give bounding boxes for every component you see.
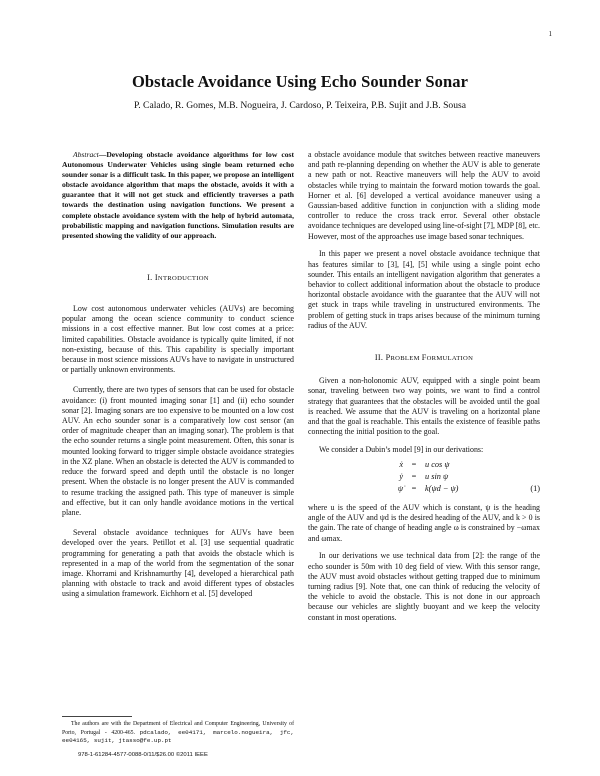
abstract-label: Abstract xyxy=(73,150,99,159)
equation-row xyxy=(308,459,540,471)
section-initial: I xyxy=(154,272,158,282)
right-column xyxy=(308,150,540,630)
equation-lhs: ẋ xyxy=(399,459,403,469)
equation-row xyxy=(308,471,540,483)
left-column xyxy=(62,150,294,610)
equation-operator: = xyxy=(411,459,417,469)
equation-row xyxy=(308,483,540,495)
equation-rhs: k(ψd − ψ) xyxy=(425,483,459,493)
equation-rhs: u sin ψ xyxy=(425,471,449,481)
footnote xyxy=(62,721,294,746)
paragraph: a obstacle avoidance module that switches between reactive maneuvers and path re-planning depending on whether the AUV is able to generate a new path or not. Reactive maneuvers will help the AUV to avoid obstacles while trying to maintain the forward motion towards the goal. Horner et al. [6] developed a vertical avoidance maneuver using a Gaussian-based additive function in conjunction with a sliding mode controller to reduce the cross track error. Several other obstacle avoidance techniques are developed using line-of-sight [7], MDP [8], etc. However, most of the approaches use image based sonar techniques. xyxy=(308,150,540,241)
page-number: 1 xyxy=(548,30,552,38)
copyright-line: 978-1-61284-4577-0088-0/11/$26.00 ©2011 IEEE xyxy=(78,752,208,758)
paragraph: Given a non-holonomic AUV, equipped with a single point beam sonar, traveling between two way points, we want to find a control strategy that guarantees that the obstacles will be avoided until the goal is reached. We assume that the AUV is traveling on a horizontal plane and that the goal is reachable. This entails the existence of feasible paths connecting the initial position to the goal. xyxy=(308,376,540,437)
footnote-rule xyxy=(62,716,132,717)
equation-operator: = xyxy=(411,483,417,493)
section-heading-introduction xyxy=(62,273,294,284)
equation-lhs: ẏ xyxy=(399,471,403,481)
equation-number: (1) xyxy=(530,483,540,493)
author-list: P. Calado, R. Gomes, M.B. Nogueira, J. Cardoso, P. Teixeira, P.B. Sujit and J.B. Sousa xyxy=(133,100,466,111)
equation-lhs: ψ̇ xyxy=(397,483,403,493)
paragraph: In our derivations we use technical data from [2]: the range of the echo sounder is 50m with 10 deg field of view. With this sensor range, the AUV must avoid obstacles without getting trapped due to minimum turning radius [9]. Note that, one can think of reducing the velocity of the vehicle to avoid the obstacle. This is not done in our approach because our vehicles are slightly buoyant and we keep the velocity constant in most operations. xyxy=(308,551,540,622)
paragraph: Several obstacle avoidance techniques for AUVs have been developed over the years. Petillot et al. [3] use sequential quadratic programming for generating a path that avoids the obstacle which is represented in a map of the world from the segmentation of the sonar image. Khorrami and Krishnamurthy [4], developed a hierarchical path planning with obstacle to track and avoid different types of obstacles using a simulation framework. Eichhorn et al. [5] developed xyxy=(62,528,294,599)
equation-operator: = xyxy=(411,471,417,481)
abstract-text: —Developing obstacle avoidance algorithms for low cost Autonomous Underwater Vehicles using single beam returned echo sounder sonar is a difficult task. In this paper, we propose an intelligent obstacle avoidance algorithm that maps the obstacle, avoids it with a guarantee that it will not get stuck and efficiently traverses a path towards the destination using navigation functions. We present a complete obstacle avoidance system with the help of hybrid automata, probabilistic mapping and navigation functions. Simulation results are presented showing the validity of our approach. xyxy=(62,150,294,240)
equation-block xyxy=(308,459,540,495)
section-heading-problem-formulation xyxy=(308,353,540,364)
paragraph: In this paper we present a novel obstacle avoidance technique that has features similar to [3], [4], [5] while using a single point echo sounder. This entails an intelligent navigation algorithm that generates a behavior to collect additional information about the obstacle to produce horizontal obstacle avoidance with the guarantee that the AUV will not get stuck in traps while traveling in unstructured environments. The problem of getting stuck in traps arises because of the minimum turning radius of the AUV. xyxy=(308,249,540,330)
section-number: II. xyxy=(374,352,384,362)
section-title-rest-2: ORMULATION xyxy=(426,354,474,362)
paragraph: where u is the speed of the AUV which is constant, ψ is the heading angle of the AUV and ψd is the desired heading of the AUV, and k > 0 is the gain. The rate of change of heading angle ω is constrained by −ωmax and ωmax. xyxy=(308,503,540,543)
abstract xyxy=(62,150,294,241)
paragraph: We consider a Dubin’s model [9] in our derivations: xyxy=(319,444,484,454)
paragraph: Currently, there are two types of sensors that can be used for obstacle avoidance: (i) front mounted imaging sonar [1] and (ii) echo sounder sonar [2]. Imaging sonars are too expensive to be mounted on a low cost AUV. An echo sounder sonar is a comparatively low cost sensor (an order of magnitude cheaper than an imaging sonar). The problem is that the echo sounder returns a single point measurement. Often, this sonar is mounted looking forward to trigger simple obstacle avoidance strategies in the XZ plane. When an obstacle is detected the AUV is commanded to reduce the forward speed and depth until the obstacle is no longer present. When the obstacle is no longer present the AUV is commanded to resume tracking the assigned path. This type of maneuver is simple and effective, but it can only handle avoidance motions in the vertical plane. xyxy=(62,385,294,517)
section-title-rest: ROBLEM xyxy=(390,354,422,362)
paper-title: Obstacle Avoidance Using Echo Sounder Sonar xyxy=(131,72,469,91)
section-initial-2: F xyxy=(421,352,427,362)
equation-rhs: u cos ψ xyxy=(425,459,450,469)
section-title-rest: NTRODUCTION xyxy=(157,274,209,282)
footnote-emails: pdcalado, ee04171, marcelo.nogueira, jfc, ee04165, sujit, jtasso@fe.up.pt xyxy=(62,728,294,745)
section-initial: P xyxy=(385,352,391,362)
section-number: I. xyxy=(147,272,153,282)
paragraph: Low cost autonomous underwater vehicles (AUVs) are becoming popular among the ocean science community to conduct science missions in a cost effective manner. But low cost comes at a price: limited capabilities. Obstacle avoidance is typically quite limited, if not non-existing, because of this. This capability is specially important because in most science missions AUVs have to navigate in unstructured or partially unknown environments. xyxy=(62,304,294,375)
footnote-text: The authors are with the Department of Electrical and Computer Engineering, University of Porto, Portugal - 4200-465. xyxy=(62,721,294,736)
